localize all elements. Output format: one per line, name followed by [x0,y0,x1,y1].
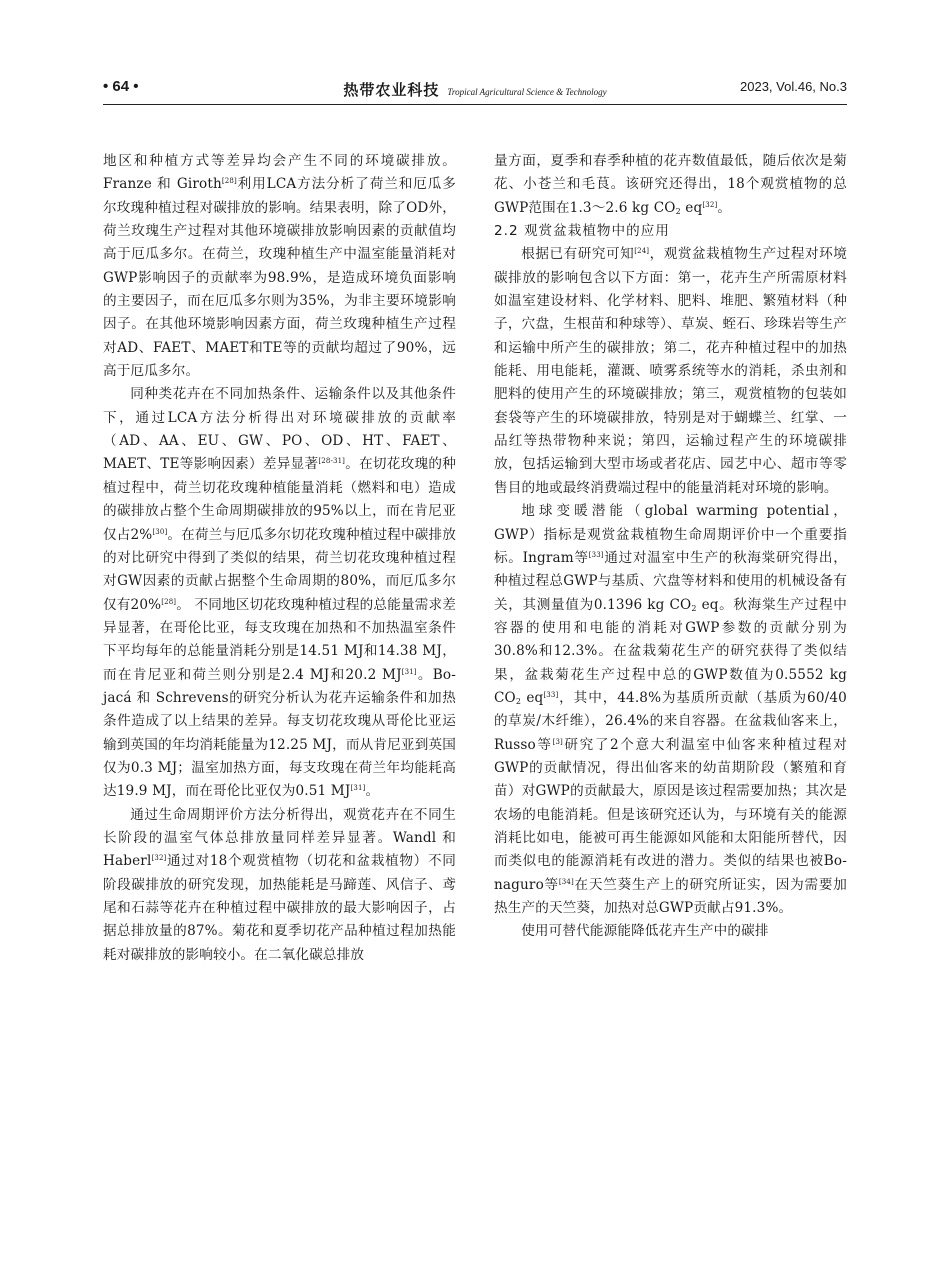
citation: [3] [552,737,563,746]
citation: [33] [588,550,604,559]
left-column [103,150,456,967]
paragraph: 通过生命周期评价方法分析得出，观赏花卉在不同生长阶段的温室气体总排放量同样差异显著。Wandl 和 Haberl[32]通过对18个观赏植物（切花和盆栽植物）不同阶段碳排放的研究发现，加热能耗是马蹄莲、风信子、鸢尾和石蒜等花卉在种植过程中碳排放的最大影响因子，占据总排放量的87%。菊花和夏季切花产品种植过程加热能耗对碳排放的影响较小。在二氧化碳总排放 [103,806,456,963]
running-header [103,76,847,102]
citation: [34] [558,877,574,886]
paragraph: 量方面，夏季和春季种植的花卉数值最低，随后依次是菊花、小苍兰和毛茛。该研究还得出，18个观赏植物的总GWP范围在1.3～2.6 kg $CO_2$ eq[32]。 [494,153,847,216]
paragraph: 根据已有研究可知[24]，观赏盆栽植物生产过程对环境碳排放的影响包含以下方面：第一，花卉生产所需原材料如温室建设材料、化学材料、肥料、堆肥、繁殖材料（种子，穴盘，生根苗和种球等）、草炭、蛭石、珍珠岩等生产和运输中所产生的碳排放；第二，花卉种植过程中的加热能耗、用电能耗，灌溉、喷雾系统等水的消耗，杀虫剂和肥料的使用产生的环境碳排放；第三，观赏植物的包装如套袋等产生的环境碳排放，特别是对于蝴蝶兰、红掌、一品红等热带物种来说；第四，运输过程产生的环境碳排放，包括运输到大型市场或者花店、园艺中心、超市等零售目的地或最终消费端过程中的能量消耗对环境的影响。 [494,246,847,496]
citation: [33] [543,690,559,699]
paragraph: 使用可替代能源能降低花卉生产中的碳排 [521,923,769,940]
citation: [28] [161,597,177,606]
journal-title-cn: 热带农业科技 [343,81,440,99]
paragraph: 同种类花卉在不同加热条件、运输条件以及其他条件下，通过LCA方法分析得出对环境碳排放的贡献率（AD、AA、EU、GW、PO、OD、HT、FAET、MAET、TE等影响因素）差异显著[28-31]。在切花玫瑰的种植过程中，荷兰切花玫瑰种植能量消耗（燃料和电）造成的碳排放占整个生命周期碳排放的95%以上，而在肯尼亚仅占2%[30]。在荷兰与厄瓜多尔切花玫瑰种植过程中碳排放的对比研究中得到了类似的结果，荷兰切花玫瑰种植过程对GW因素的贡献占据整个生命周期的80%，而厄瓜多尔仅有20%[28]。 不同地区切花玫瑰种植过程的总能量需求差异显著，在哥伦比亚，每支玫瑰在加热和不加热温室条件下平均每年的总能量消耗分别是14.51 MJ和14.38 MJ，而在肯尼亚和荷兰则分别是2.4 MJ和20.2 MJ[31]。Bo-jacá 和 Schrevens的研究分析认为花卉运输条件和加热条件造成了以上结果的差异。每支切花玫瑰从哥伦比亚运输到英国的年均消耗能量为12.25 MJ，而从肯尼亚到英国仅为0.3 MJ；温室加热方面，每支玫瑰在荷兰年均能耗高达19.9 MJ，而在哥伦比亚仅为0.51 MJ[31]。 [103,386,456,800]
right-column [494,150,847,944]
section-heading: 2.2 观赏盆栽植物中的应用 [494,223,670,240]
citation: [28] [221,177,237,186]
citation: [31] [350,784,366,793]
journal-title-en: Tropical Agricultural Science & Technology [447,87,607,97]
header-rule [103,104,847,105]
volume-info: 2023, Vol.46, No.3 [740,79,847,94]
page-number: • 64 • [103,78,139,95]
citation: [28-31] [318,457,346,466]
citation: [32] [702,200,718,209]
citation: [30] [152,527,168,536]
citation: [32] [151,854,167,863]
citation: [24] [634,247,650,256]
journal-title [103,79,847,100]
citation: [31] [401,667,417,676]
paragraph: 地区和种植方式等差异均会产生不同的环境碳排放。 Franze 和 Giroth[28]利用LCA方法分析了荷兰和厄瓜多尔玫瑰种植过程对碳排放的影响。结果表明，除了OD外，荷兰玫瑰生产过程对其他环境碳排放影响因素的贡献值均高于厄瓜多尔。在荷兰，玫瑰种植生产中温室能量消耗对GWP影响因子的贡献率为98.9%，是造成环境负面影响的主要因子，而在厄瓜多尔则为35%，为非主要环境影响因子。在其他环境影响因素方面，荷兰玫瑰种植生产过程对AD、FAET、MAET和TE等的贡献均超过了90%，远高于厄瓜多尔。 [103,153,456,380]
paragraph: 地球变暖潜能（global warming potential，GWP）指标是观赏盆栽植物生命周期评价中一个重要指标。Ingram等[33]通过对温室中生产的秋海棠研究得出，种植过程总GWP与基质、穴盘等材料和使用的机械设备有关，其测量值为0.1396 kg $CO_2$ eq。秋海棠生产过程中容器的使用和电能的消耗对GWP参数的贡献分别为30.8%和12.3%。在盆栽菊花生产的研究获得了类似结果，盆栽菊花生产过程中总的GWP数值为0.5552 kg $CO_2$ eq[33]，其中，44.8%为基质所贡献（基质为60/40的草炭/木纤维），26.4%的来自容器。在盆栽仙客来上，Russo等[3]研究了2个意大利温室中仙客来种植过程对GWP的贡献情况，得出仙客来的幼苗期阶段（繁殖和育苗）对GWP的贡献最大，原因是该过程需要加热；其次是农场的电能消耗。但是该研究还认为，与环境有关的能源消耗比如电，能被可再生能源如风能和太阳能所替代，因而类似电的能源消耗有改进的潜力。类似的结果也被Bo-naguro等[34]在天竺葵生产上的研究所证实，因为需要加热生产的天竺葵，加热对总GWP贡献占91.3%。 [494,503,848,916]
